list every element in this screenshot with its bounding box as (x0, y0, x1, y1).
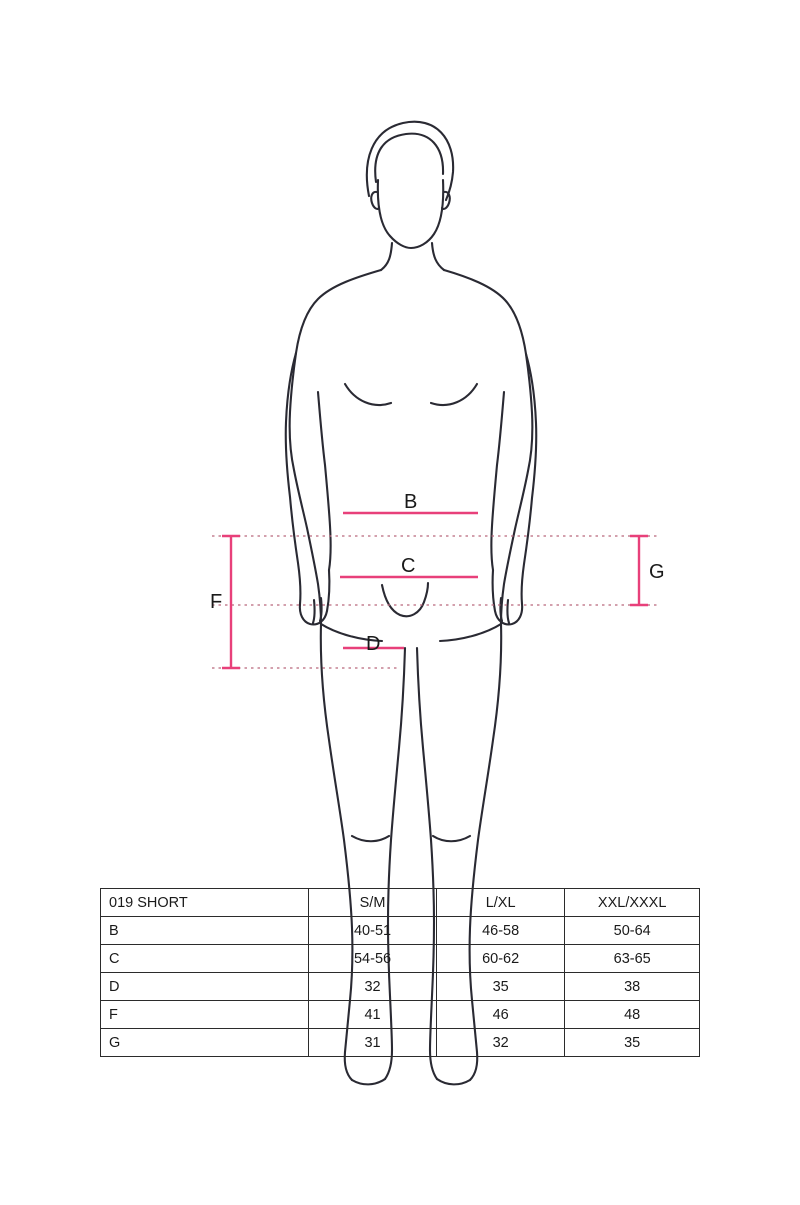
table-cell-D-xxl: 38 (565, 973, 700, 1001)
measure-label-B: B (404, 491, 418, 513)
size-table-container (100, 888, 700, 1057)
guide-lines (212, 536, 660, 668)
table-header-col-0: S/M (309, 889, 437, 917)
measure-label-C: C (401, 555, 416, 577)
table-cell-G-sm: 31 (309, 1029, 437, 1057)
table-cell-B-xxl: 50-64 (565, 917, 700, 945)
table-row-label-G: G (101, 1029, 309, 1057)
table-cell-D-sm: 32 (309, 973, 437, 1001)
table-header-col-1: L/XL (436, 889, 564, 917)
measure-label-D: D (366, 633, 381, 655)
table-row (101, 1001, 700, 1029)
table-header-row (101, 889, 700, 917)
table-cell-C-xxl: 63-65 (565, 945, 700, 973)
measure-label-F: F (210, 591, 223, 613)
table-row (101, 1029, 700, 1057)
measure-label-G: G (649, 561, 665, 583)
table-cell-B-sm: 40-51 (309, 917, 437, 945)
table-row-label-F: F (101, 1001, 309, 1029)
table-cell-G-lxl: 32 (436, 1029, 564, 1057)
size-table (100, 888, 700, 1057)
table-row (101, 973, 700, 1001)
table-cell-F-sm: 41 (309, 1001, 437, 1029)
measure-lines (340, 513, 478, 648)
measure-brackets (222, 536, 648, 668)
table-cell-C-lxl: 60-62 (436, 945, 564, 973)
table-row (101, 945, 700, 973)
table-header-name: 019 SHORT (101, 889, 309, 917)
table-cell-G-xxl: 35 (565, 1029, 700, 1057)
table-row-label-C: C (101, 945, 309, 973)
table-row (101, 917, 700, 945)
table-cell-F-xxl: 48 (565, 1001, 700, 1029)
table-cell-B-lxl: 46-58 (436, 917, 564, 945)
table-cell-C-sm: 54-56 (309, 945, 437, 973)
table-row-label-B: B (101, 917, 309, 945)
table-cell-D-lxl: 35 (436, 973, 564, 1001)
table-cell-F-lxl: 46 (436, 1001, 564, 1029)
table-header-col-2: XXL/XXXL (565, 889, 700, 917)
table-row-label-D: D (101, 973, 309, 1001)
